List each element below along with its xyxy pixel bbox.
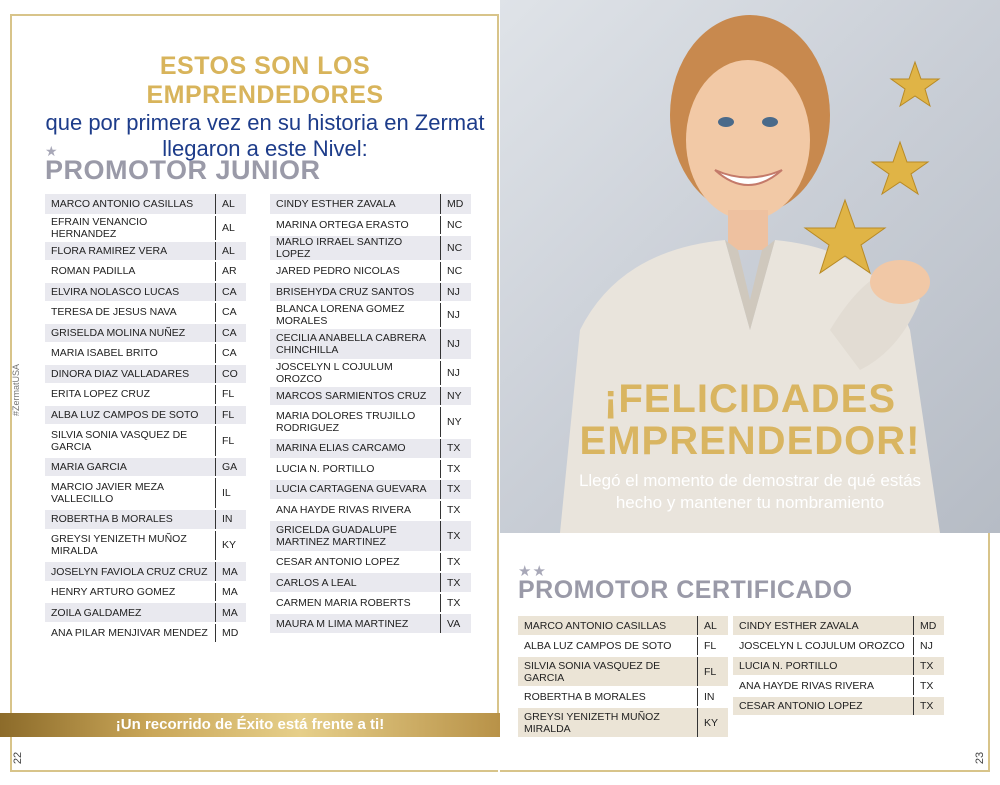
- heading-line1: ESTOS SON LOS EMPRENDEDORES: [146, 52, 384, 109]
- table-row: [45, 343, 246, 364]
- felicidades-headline: [500, 378, 1000, 462]
- member-state: CO: [216, 364, 247, 385]
- member-name: MARIA DOLORES TRUJILLO RODRIGUEZ: [270, 406, 441, 438]
- member-state: NC: [441, 215, 472, 236]
- table-row: [270, 552, 471, 573]
- table-row: [45, 582, 246, 603]
- member-name: EFRAIN VENANCIO HERNANDEZ: [45, 215, 216, 241]
- member-name: ERITA LOPEZ CRUZ: [45, 384, 216, 405]
- table-row: [518, 656, 728, 687]
- promotor-junior-title: PROMOTOR JUNIOR: [45, 155, 321, 185]
- heading-line2: que por primera vez en su historia en Zermat: [45, 110, 485, 135]
- table-row: [270, 500, 471, 521]
- heading-line3: llegaron a este Nivel:: [162, 136, 368, 161]
- table-row: [45, 194, 246, 215]
- table-row: [270, 520, 471, 552]
- member-name: MARLO IRRAEL SANTIZO LOPEZ: [270, 235, 441, 261]
- member-name: LUCIA N. PORTILLO: [270, 459, 441, 480]
- member-state: NJ: [441, 282, 472, 303]
- table-row: [45, 282, 246, 303]
- table-row: [733, 656, 944, 676]
- member-state: FL: [698, 636, 729, 656]
- member-name: JOSELYN FAVIOLA CRUZ CRUZ: [45, 561, 216, 582]
- member-state: CA: [216, 282, 247, 303]
- member-state: TX: [441, 520, 472, 552]
- member-name: ROBERTHA B MORALES: [45, 509, 216, 530]
- table-row: [733, 696, 944, 716]
- member-name: CINDY ESTHER ZAVALA: [733, 616, 914, 636]
- member-state: MA: [216, 582, 247, 603]
- member-name: ANA HAYDE RIVAS RIVERA: [733, 676, 914, 696]
- table-row: [45, 384, 246, 405]
- member-state: IN: [216, 509, 247, 530]
- table-row: [45, 477, 246, 509]
- member-state: AR: [216, 261, 247, 282]
- table-row: [45, 215, 246, 241]
- table-row: [518, 616, 728, 636]
- member-state: TX: [441, 479, 472, 500]
- gold-star-medium-icon: [872, 142, 928, 194]
- table-row: [45, 302, 246, 323]
- member-name: MARINA ORTEGA ERASTO: [270, 215, 441, 236]
- table-row: [45, 425, 246, 457]
- member-state: FL: [216, 405, 247, 426]
- member-state: IN: [698, 687, 729, 707]
- table-row: [270, 613, 471, 634]
- member-name: MARCIO JAVIER MEZA VALLECILLO: [45, 477, 216, 509]
- table-row: [270, 194, 471, 215]
- member-state: TX: [914, 656, 945, 676]
- member-name: ALBA LUZ CAMPOS DE SOTO: [45, 405, 216, 426]
- member-state: TX: [441, 459, 472, 480]
- table-row: [45, 405, 246, 426]
- member-name: MARIA GARCIA: [45, 457, 216, 478]
- table-row: [270, 438, 471, 459]
- table-row: [45, 241, 246, 262]
- member-state: NJ: [914, 636, 945, 656]
- table-row: [270, 406, 471, 438]
- table-row: [518, 636, 728, 656]
- table-row: [45, 261, 246, 282]
- member-name: MARCOS SARMIENTOS CRUZ: [270, 386, 441, 407]
- headline-line1: ¡FELICIDADES: [604, 377, 896, 421]
- table-row: [45, 323, 246, 344]
- member-name: JOSCELYN L COJULUM OROZCO: [270, 360, 441, 386]
- member-name: MARCO ANTONIO CASILLAS: [45, 194, 216, 215]
- member-name: ANA PILAR MENJIVAR MENDEZ: [45, 623, 216, 644]
- member-state: CA: [216, 302, 247, 323]
- member-name: ALBA LUZ CAMPOS DE SOTO: [518, 636, 698, 656]
- member-name: ELVIRA NOLASCO LUCAS: [45, 282, 216, 303]
- member-state: CA: [216, 323, 247, 344]
- table-row: [45, 623, 246, 644]
- table-row: [270, 386, 471, 407]
- member-name: SILVIA SONIA VASQUEZ DE GARCIA: [45, 425, 216, 457]
- table-row: [270, 302, 471, 328]
- right-page-number: 23: [974, 751, 987, 765]
- table-row: [270, 479, 471, 500]
- table-row: [270, 215, 471, 236]
- table-row: [270, 572, 471, 593]
- member-state: TX: [441, 552, 472, 573]
- member-name: CESAR ANTONIO LOPEZ: [270, 552, 441, 573]
- member-state: KY: [216, 530, 247, 562]
- table-row: [518, 707, 728, 738]
- junior-table-col2: [270, 194, 471, 635]
- member-name: LUCIA CARTAGENA GUEVARA: [270, 479, 441, 500]
- member-name: CECILIA ANABELLA CABRERA CHINCHILLA: [270, 328, 441, 360]
- member-state: FL: [216, 384, 247, 405]
- member-name: JOSCELYN L COJULUM OROZCO: [733, 636, 914, 656]
- member-state: TX: [914, 676, 945, 696]
- member-state: MA: [216, 602, 247, 623]
- table-row: [518, 687, 728, 707]
- table-row: [45, 364, 246, 385]
- member-state: NC: [441, 235, 472, 261]
- member-name: GREYSI YENIZETH MUÑOZ MIRALDA: [518, 707, 698, 738]
- member-state: NY: [441, 406, 472, 438]
- junior-table-col1: [45, 194, 246, 644]
- left-side-tag: #ZermatUSA: [11, 363, 22, 417]
- member-state: TX: [441, 593, 472, 614]
- left-frame-bottom: [10, 770, 498, 772]
- member-state: TX: [914, 696, 945, 716]
- table-row: [45, 457, 246, 478]
- member-name: CINDY ESTHER ZAVALA: [270, 194, 441, 215]
- member-name: HENRY ARTURO GOMEZ: [45, 582, 216, 603]
- member-state: NJ: [441, 360, 472, 386]
- left-frame-top: [10, 14, 498, 16]
- certificado-table-col1: [518, 616, 728, 739]
- right-frame-bottom: [500, 770, 990, 772]
- table-row: [45, 509, 246, 530]
- member-name: JARED PEDRO NICOLAS: [270, 261, 441, 282]
- member-state: AL: [216, 215, 247, 241]
- success-banner: ¡Un recorrido de Éxito está frente a ti!: [0, 713, 500, 737]
- member-state: TX: [441, 500, 472, 521]
- member-state: MD: [216, 623, 247, 644]
- member-state: IL: [216, 477, 247, 509]
- member-state: NY: [441, 386, 472, 407]
- promotor-certificado-title: PROMOTOR CERTIFICADO: [518, 576, 853, 604]
- member-state: MD: [441, 194, 472, 215]
- member-name: MARIA ISABEL BRITO: [45, 343, 216, 364]
- table-row: [45, 530, 246, 562]
- member-name: CESAR ANTONIO LOPEZ: [733, 696, 914, 716]
- table-row: [733, 616, 944, 636]
- member-name: MARCO ANTONIO CASILLAS: [518, 616, 698, 636]
- member-name: BRISEHYDA CRUZ SANTOS: [270, 282, 441, 303]
- table-row: [270, 459, 471, 480]
- felicidades-subtitle: [500, 470, 1000, 514]
- member-name: CARLOS A LEAL: [270, 572, 441, 593]
- member-name: MARINA ELIAS CARCAMO: [270, 438, 441, 459]
- member-state: GA: [216, 457, 247, 478]
- table-row: [270, 235, 471, 261]
- certificado-stars-icon: ★★: [518, 563, 547, 580]
- headline-line2: EMPRENDEDOR!: [579, 419, 921, 463]
- member-name: LUCIA N. PORTILLO: [733, 656, 914, 676]
- member-state: NJ: [441, 302, 472, 328]
- member-name: MAURA M LIMA MARTINEZ: [270, 613, 441, 634]
- member-state: VA: [441, 613, 472, 634]
- member-state: TX: [441, 572, 472, 593]
- table-row: [733, 676, 944, 696]
- member-state: CA: [216, 343, 247, 364]
- table-row: [270, 360, 471, 386]
- member-name: TERESA DE JESUS NAVA: [45, 302, 216, 323]
- member-name: DINORA DIAZ VALLADARES: [45, 364, 216, 385]
- member-state: FL: [216, 425, 247, 457]
- table-row: [270, 593, 471, 614]
- member-state: AL: [216, 241, 247, 262]
- member-name: ROMAN PADILLA: [45, 261, 216, 282]
- member-name: FLORA RAMIREZ VERA: [45, 241, 216, 262]
- member-state: TX: [441, 438, 472, 459]
- member-name: BLANCA LORENA GOMEZ MORALES: [270, 302, 441, 328]
- table-row: [270, 261, 471, 282]
- gold-star-small-icon: [891, 62, 939, 106]
- table-row: [733, 636, 944, 656]
- subtitle-line2: hecho y mantener tu nombramiento: [615, 493, 885, 512]
- member-name: GRICELDA GUADALUPE MARTINEZ MARTINEZ: [270, 520, 441, 552]
- certificado-table-col2: [733, 616, 944, 717]
- junior-star-icon: ★: [45, 143, 59, 159]
- member-name: GRISELDA MOLINA NUÑEZ: [45, 323, 216, 344]
- member-state: FL: [698, 656, 729, 687]
- left-heading: [45, 52, 485, 162]
- member-name: GREYSI YENIZETH MUÑOZ MIRALDA: [45, 530, 216, 562]
- table-row: [45, 602, 246, 623]
- member-state: KY: [698, 707, 729, 738]
- member-name: ANA HAYDE RIVAS RIVERA: [270, 500, 441, 521]
- member-state: MA: [216, 561, 247, 582]
- table-row: [45, 561, 246, 582]
- table-row: [270, 328, 471, 360]
- left-frame-right: [497, 14, 499, 714]
- member-name: ROBERTHA B MORALES: [518, 687, 698, 707]
- member-state: MD: [914, 616, 945, 636]
- member-state: NJ: [441, 328, 472, 360]
- table-row: [270, 282, 471, 303]
- member-state: NC: [441, 261, 472, 282]
- member-state: AL: [216, 194, 247, 215]
- left-page-number: 22: [12, 751, 25, 765]
- member-state: AL: [698, 616, 729, 636]
- subtitle-line1: Llegó el momento de demostrar de qué estás: [578, 471, 922, 490]
- member-name: SILVIA SONIA VASQUEZ DE GARCIA: [518, 656, 698, 687]
- member-name: CARMEN MARIA ROBERTS: [270, 593, 441, 614]
- member-name: ZOILA GALDAMEZ: [45, 602, 216, 623]
